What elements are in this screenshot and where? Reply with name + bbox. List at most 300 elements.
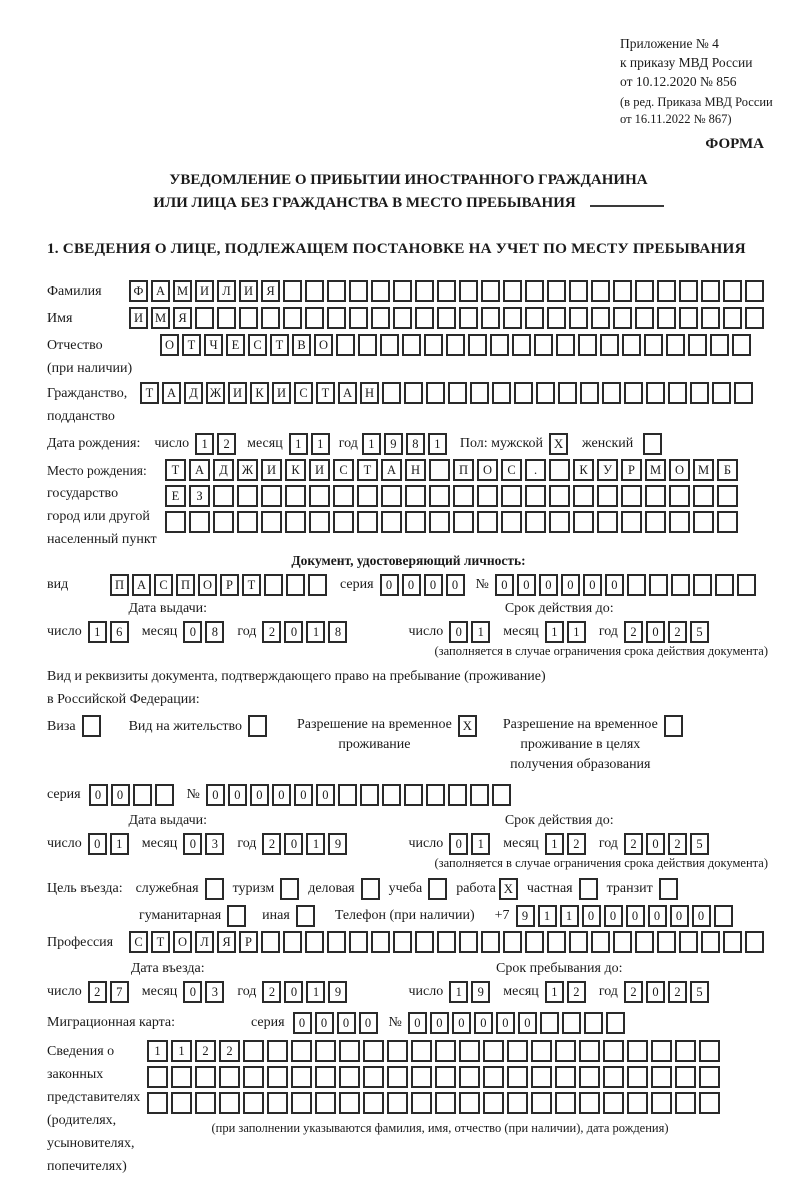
char-cell[interactable] (600, 334, 619, 356)
stay-number-cells[interactable] (206, 784, 514, 806)
char-cell[interactable]: 1 (306, 621, 325, 643)
char-cell[interactable] (426, 784, 445, 806)
rvp-checkbox[interactable]: X (458, 715, 477, 737)
char-cell[interactable] (393, 280, 412, 302)
char-cell[interactable]: 0 (646, 981, 665, 1003)
char-cell[interactable] (243, 1066, 264, 1088)
char-cell[interactable]: Н (405, 459, 426, 481)
char-cell[interactable] (745, 307, 764, 329)
char-cell[interactable] (357, 511, 378, 533)
char-cell[interactable]: 0 (183, 621, 202, 643)
char-cell[interactable] (710, 334, 729, 356)
char-cell[interactable]: 0 (452, 1012, 471, 1034)
char-cell[interactable]: 0 (474, 1012, 493, 1034)
char-cell[interactable]: 0 (539, 574, 558, 596)
char-cell[interactable] (459, 280, 478, 302)
char-cell[interactable]: 1 (306, 833, 325, 855)
char-cell[interactable] (531, 1040, 552, 1062)
char-cell[interactable] (714, 905, 733, 927)
char-cell[interactable]: 2 (262, 833, 281, 855)
char-cell[interactable] (189, 511, 210, 533)
char-cell[interactable]: П (110, 574, 129, 596)
char-cell[interactable] (547, 931, 566, 953)
char-cell[interactable] (675, 1092, 696, 1114)
char-cell[interactable]: И (239, 280, 258, 302)
char-cell[interactable] (387, 1092, 408, 1114)
char-cell[interactable] (387, 1040, 408, 1062)
char-cell[interactable]: 0 (582, 905, 601, 927)
char-cell[interactable]: М (173, 280, 192, 302)
char-cell[interactable] (503, 931, 522, 953)
char-cell[interactable]: 0 (284, 981, 303, 1003)
char-cell[interactable] (283, 931, 302, 953)
char-cell[interactable]: И (261, 459, 282, 481)
char-cell[interactable]: 0 (337, 1012, 356, 1034)
char-cell[interactable] (286, 574, 305, 596)
char-cell[interactable] (381, 485, 402, 507)
char-cell[interactable] (627, 1092, 648, 1114)
char-cell[interactable]: К (285, 459, 306, 481)
char-cell[interactable] (435, 1092, 456, 1114)
char-cell[interactable] (213, 485, 234, 507)
char-cell[interactable]: И (228, 382, 247, 404)
char-cell[interactable] (477, 485, 498, 507)
char-cell[interactable] (531, 1092, 552, 1114)
char-cell[interactable] (437, 280, 456, 302)
char-cell[interactable] (555, 1092, 576, 1114)
char-cell[interactable]: 2 (195, 1040, 216, 1062)
doc-valid-year-cells[interactable] (624, 621, 712, 643)
char-cell[interactable] (382, 382, 401, 404)
char-cell[interactable]: И (195, 280, 214, 302)
char-cell[interactable]: А (338, 382, 357, 404)
char-cell[interactable]: Т (151, 931, 170, 953)
char-cell[interactable]: 9 (328, 981, 347, 1003)
stay-until-day-cells[interactable] (449, 981, 493, 1003)
char-cell[interactable]: 0 (315, 1012, 334, 1034)
char-cell[interactable] (679, 307, 698, 329)
char-cell[interactable] (195, 1092, 216, 1114)
char-cell[interactable] (555, 1066, 576, 1088)
entry-day-cells[interactable] (88, 981, 132, 1003)
char-cell[interactable] (382, 784, 401, 806)
representatives-row3-cells[interactable] (147, 1092, 723, 1114)
char-cell[interactable]: З (189, 485, 210, 507)
char-cell[interactable] (393, 307, 412, 329)
char-cell[interactable] (679, 931, 698, 953)
char-cell[interactable]: Т (270, 334, 289, 356)
char-cell[interactable]: Т (165, 459, 186, 481)
char-cell[interactable] (613, 307, 632, 329)
surname-cells[interactable] (129, 280, 767, 302)
purpose-business-checkbox[interactable] (205, 878, 224, 900)
char-cell[interactable] (349, 280, 368, 302)
char-cell[interactable]: 2 (262, 621, 281, 643)
stay-issue-year-cells[interactable] (262, 833, 350, 855)
char-cell[interactable]: П (453, 459, 474, 481)
char-cell[interactable] (492, 382, 511, 404)
char-cell[interactable] (261, 511, 282, 533)
char-cell[interactable] (405, 511, 426, 533)
char-cell[interactable] (569, 280, 588, 302)
char-cell[interactable] (267, 1040, 288, 1062)
char-cell[interactable] (490, 334, 509, 356)
char-cell[interactable] (547, 307, 566, 329)
char-cell[interactable]: Т (242, 574, 261, 596)
representatives-row2-cells[interactable] (147, 1066, 723, 1088)
char-cell[interactable]: А (189, 459, 210, 481)
char-cell[interactable]: О (198, 574, 217, 596)
char-cell[interactable]: 0 (316, 784, 335, 806)
char-cell[interactable]: 9 (471, 981, 490, 1003)
char-cell[interactable] (597, 511, 618, 533)
birth-place-row1-cells[interactable] (165, 459, 741, 481)
char-cell[interactable] (315, 1066, 336, 1088)
char-cell[interactable] (657, 280, 676, 302)
char-cell[interactable] (243, 1092, 264, 1114)
char-cell[interactable]: 0 (626, 905, 645, 927)
char-cell[interactable]: 1 (88, 621, 107, 643)
birth-month-cells[interactable] (289, 433, 333, 455)
char-cell[interactable] (481, 280, 500, 302)
char-cell[interactable] (603, 1066, 624, 1088)
char-cell[interactable]: Ж (237, 459, 258, 481)
rvp-edu-checkbox[interactable] (664, 715, 683, 737)
purpose-transit-checkbox[interactable] (659, 878, 678, 900)
char-cell[interactable] (646, 382, 665, 404)
char-cell[interactable] (569, 307, 588, 329)
char-cell[interactable]: 3 (205, 833, 224, 855)
char-cell[interactable] (693, 511, 714, 533)
char-cell[interactable]: 0 (648, 905, 667, 927)
char-cell[interactable]: 2 (217, 433, 236, 455)
char-cell[interactable]: 1 (567, 621, 586, 643)
char-cell[interactable] (405, 485, 426, 507)
char-cell[interactable] (675, 1040, 696, 1062)
char-cell[interactable]: 0 (284, 833, 303, 855)
char-cell[interactable]: Е (226, 334, 245, 356)
char-cell[interactable] (668, 382, 687, 404)
char-cell[interactable] (448, 382, 467, 404)
char-cell[interactable]: 0 (228, 784, 247, 806)
char-cell[interactable] (171, 1066, 192, 1088)
char-cell[interactable] (573, 511, 594, 533)
char-cell[interactable] (165, 511, 186, 533)
char-cell[interactable]: Т (357, 459, 378, 481)
char-cell[interactable] (239, 307, 258, 329)
char-cell[interactable] (195, 307, 214, 329)
char-cell[interactable]: С (333, 459, 354, 481)
char-cell[interactable]: . (525, 459, 546, 481)
char-cell[interactable] (429, 511, 450, 533)
char-cell[interactable] (283, 280, 302, 302)
char-cell[interactable] (291, 1092, 312, 1114)
char-cell[interactable] (717, 485, 738, 507)
char-cell[interactable]: Л (217, 280, 236, 302)
char-cell[interactable] (507, 1066, 528, 1088)
char-cell[interactable] (261, 931, 280, 953)
char-cell[interactable] (737, 574, 756, 596)
char-cell[interactable]: Я (173, 307, 192, 329)
char-cell[interactable] (435, 1066, 456, 1088)
char-cell[interactable]: И (309, 459, 330, 481)
char-cell[interactable]: 0 (496, 1012, 515, 1034)
char-cell[interactable] (555, 1040, 576, 1062)
char-cell[interactable] (688, 334, 707, 356)
char-cell[interactable] (525, 280, 544, 302)
char-cell[interactable]: 0 (518, 1012, 537, 1034)
purpose-private-checkbox[interactable] (579, 878, 598, 900)
char-cell[interactable] (470, 382, 489, 404)
char-cell[interactable] (459, 1040, 480, 1062)
char-cell[interactable] (606, 1012, 625, 1034)
char-cell[interactable] (237, 485, 258, 507)
char-cell[interactable] (613, 931, 632, 953)
char-cell[interactable] (155, 784, 174, 806)
char-cell[interactable] (291, 1040, 312, 1062)
stay-issue-day-cells[interactable] (88, 833, 132, 855)
doc-issue-year-cells[interactable] (262, 621, 350, 643)
migration-series-cells[interactable] (293, 1012, 381, 1034)
char-cell[interactable] (424, 334, 443, 356)
char-cell[interactable]: Я (261, 280, 280, 302)
char-cell[interactable]: Ж (206, 382, 225, 404)
char-cell[interactable] (657, 307, 676, 329)
char-cell[interactable]: 0 (359, 1012, 378, 1034)
char-cell[interactable] (644, 334, 663, 356)
char-cell[interactable] (651, 1066, 672, 1088)
char-cell[interactable] (429, 459, 450, 481)
char-cell[interactable]: А (151, 280, 170, 302)
char-cell[interactable]: К (573, 459, 594, 481)
char-cell[interactable] (635, 931, 654, 953)
char-cell[interactable]: О (160, 334, 179, 356)
char-cell[interactable] (327, 280, 346, 302)
residence-checkbox[interactable] (248, 715, 267, 737)
char-cell[interactable]: 0 (183, 833, 202, 855)
char-cell[interactable] (745, 931, 764, 953)
doc-kind-cells[interactable] (110, 574, 330, 596)
char-cell[interactable]: Л (195, 931, 214, 953)
char-cell[interactable]: 1 (449, 981, 468, 1003)
char-cell[interactable] (219, 1066, 240, 1088)
char-cell[interactable]: О (477, 459, 498, 481)
char-cell[interactable]: 0 (670, 905, 689, 927)
char-cell[interactable]: 0 (605, 574, 624, 596)
char-cell[interactable]: 1 (545, 981, 564, 1003)
char-cell[interactable]: 0 (294, 784, 313, 806)
char-cell[interactable] (745, 280, 764, 302)
char-cell[interactable] (333, 511, 354, 533)
char-cell[interactable]: 9 (384, 433, 403, 455)
char-cell[interactable] (435, 1040, 456, 1062)
char-cell[interactable] (333, 485, 354, 507)
char-cell[interactable]: 0 (408, 1012, 427, 1034)
char-cell[interactable] (534, 334, 553, 356)
char-cell[interactable] (525, 485, 546, 507)
char-cell[interactable] (701, 931, 720, 953)
char-cell[interactable]: 2 (567, 981, 586, 1003)
char-cell[interactable]: 0 (430, 1012, 449, 1034)
char-cell[interactable] (540, 1012, 559, 1034)
char-cell[interactable] (580, 382, 599, 404)
char-cell[interactable] (549, 511, 570, 533)
char-cell[interactable]: С (501, 459, 522, 481)
char-cell[interactable]: Т (316, 382, 335, 404)
char-cell[interactable] (437, 931, 456, 953)
char-cell[interactable] (712, 382, 731, 404)
char-cell[interactable] (357, 485, 378, 507)
char-cell[interactable]: Р (239, 931, 258, 953)
char-cell[interactable]: 0 (183, 981, 202, 1003)
char-cell[interactable] (404, 784, 423, 806)
char-cell[interactable] (448, 784, 467, 806)
char-cell[interactable]: А (381, 459, 402, 481)
migration-number-cells[interactable] (408, 1012, 628, 1034)
char-cell[interactable] (549, 485, 570, 507)
char-cell[interactable] (483, 1040, 504, 1062)
stay-until-year-cells[interactable] (624, 981, 712, 1003)
char-cell[interactable] (147, 1092, 168, 1114)
char-cell[interactable]: 0 (89, 784, 108, 806)
char-cell[interactable] (693, 574, 712, 596)
doc-valid-day-cells[interactable] (449, 621, 493, 643)
char-cell[interactable] (734, 382, 753, 404)
char-cell[interactable]: В (292, 334, 311, 356)
char-cell[interactable]: С (154, 574, 173, 596)
char-cell[interactable] (381, 511, 402, 533)
char-cell[interactable] (699, 1092, 720, 1114)
char-cell[interactable] (308, 574, 327, 596)
char-cell[interactable] (411, 1066, 432, 1088)
char-cell[interactable]: 1 (147, 1040, 168, 1062)
char-cell[interactable] (363, 1040, 384, 1062)
char-cell[interactable] (404, 382, 423, 404)
purpose-work-checkbox[interactable]: X (499, 878, 518, 900)
char-cell[interactable] (415, 931, 434, 953)
char-cell[interactable]: О (173, 931, 192, 953)
char-cell[interactable] (315, 1040, 336, 1062)
char-cell[interactable] (147, 1066, 168, 1088)
char-cell[interactable]: 0 (692, 905, 711, 927)
char-cell[interactable]: 0 (111, 784, 130, 806)
char-cell[interactable]: П (176, 574, 195, 596)
char-cell[interactable] (699, 1066, 720, 1088)
char-cell[interactable]: А (162, 382, 181, 404)
char-cell[interactable]: 8 (406, 433, 425, 455)
char-cell[interactable] (723, 280, 742, 302)
char-cell[interactable] (243, 1040, 264, 1062)
char-cell[interactable] (603, 1092, 624, 1114)
char-cell[interactable] (415, 307, 434, 329)
char-cell[interactable] (651, 1092, 672, 1114)
char-cell[interactable]: 2 (668, 621, 687, 643)
char-cell[interactable]: 2 (668, 981, 687, 1003)
char-cell[interactable]: 2 (219, 1040, 240, 1062)
char-cell[interactable] (339, 1092, 360, 1114)
phone-cells[interactable] (516, 905, 736, 927)
char-cell[interactable]: Б (717, 459, 738, 481)
char-cell[interactable] (237, 511, 258, 533)
char-cell[interactable] (363, 1066, 384, 1088)
char-cell[interactable] (285, 511, 306, 533)
purpose-tourism-checkbox[interactable] (280, 878, 299, 900)
char-cell[interactable] (701, 280, 720, 302)
char-cell[interactable] (622, 334, 641, 356)
char-cell[interactable] (556, 334, 575, 356)
char-cell[interactable] (349, 931, 368, 953)
char-cell[interactable]: 1 (362, 433, 381, 455)
char-cell[interactable] (371, 931, 390, 953)
char-cell[interactable]: 0 (495, 574, 514, 596)
char-cell[interactable]: 2 (624, 833, 643, 855)
char-cell[interactable]: 0 (402, 574, 421, 596)
char-cell[interactable] (547, 280, 566, 302)
char-cell[interactable] (621, 485, 642, 507)
char-cell[interactable] (411, 1040, 432, 1062)
patronymic-cells[interactable] (160, 334, 754, 356)
char-cell[interactable]: 0 (646, 621, 665, 643)
char-cell[interactable]: 0 (284, 621, 303, 643)
char-cell[interactable] (699, 1040, 720, 1062)
char-cell[interactable] (393, 931, 412, 953)
char-cell[interactable]: 0 (449, 621, 468, 643)
char-cell[interactable] (338, 784, 357, 806)
char-cell[interactable]: 2 (262, 981, 281, 1003)
char-cell[interactable]: М (693, 459, 714, 481)
char-cell[interactable]: 1 (545, 621, 564, 643)
char-cell[interactable] (363, 1092, 384, 1114)
char-cell[interactable]: 5 (690, 833, 709, 855)
char-cell[interactable] (264, 574, 283, 596)
entry-month-cells[interactable] (183, 981, 227, 1003)
char-cell[interactable]: М (151, 307, 170, 329)
char-cell[interactable] (525, 511, 546, 533)
char-cell[interactable]: И (129, 307, 148, 329)
char-cell[interactable] (591, 280, 610, 302)
doc-series-cells[interactable] (380, 574, 468, 596)
char-cell[interactable] (492, 784, 511, 806)
char-cell[interactable] (558, 382, 577, 404)
char-cell[interactable] (453, 511, 474, 533)
doc-issue-day-cells[interactable] (88, 621, 132, 643)
char-cell[interactable] (339, 1040, 360, 1062)
stay-issue-month-cells[interactable] (183, 833, 227, 855)
name-cells[interactable] (129, 307, 767, 329)
char-cell[interactable]: Ч (204, 334, 223, 356)
char-cell[interactable] (649, 574, 668, 596)
char-cell[interactable]: О (314, 334, 333, 356)
char-cell[interactable]: О (669, 459, 690, 481)
char-cell[interactable] (579, 1040, 600, 1062)
char-cell[interactable]: 2 (668, 833, 687, 855)
char-cell[interactable] (327, 307, 346, 329)
char-cell[interactable] (171, 1092, 192, 1114)
char-cell[interactable]: 5 (690, 621, 709, 643)
char-cell[interactable] (693, 485, 714, 507)
char-cell[interactable]: К (250, 382, 269, 404)
char-cell[interactable] (415, 280, 434, 302)
char-cell[interactable]: 8 (328, 621, 347, 643)
char-cell[interactable]: 0 (561, 574, 580, 596)
char-cell[interactable]: 0 (206, 784, 225, 806)
char-cell[interactable]: Т (182, 334, 201, 356)
char-cell[interactable]: Е (165, 485, 186, 507)
char-cell[interactable] (336, 334, 355, 356)
char-cell[interactable] (437, 307, 456, 329)
char-cell[interactable]: 0 (583, 574, 602, 596)
char-cell[interactable] (635, 280, 654, 302)
